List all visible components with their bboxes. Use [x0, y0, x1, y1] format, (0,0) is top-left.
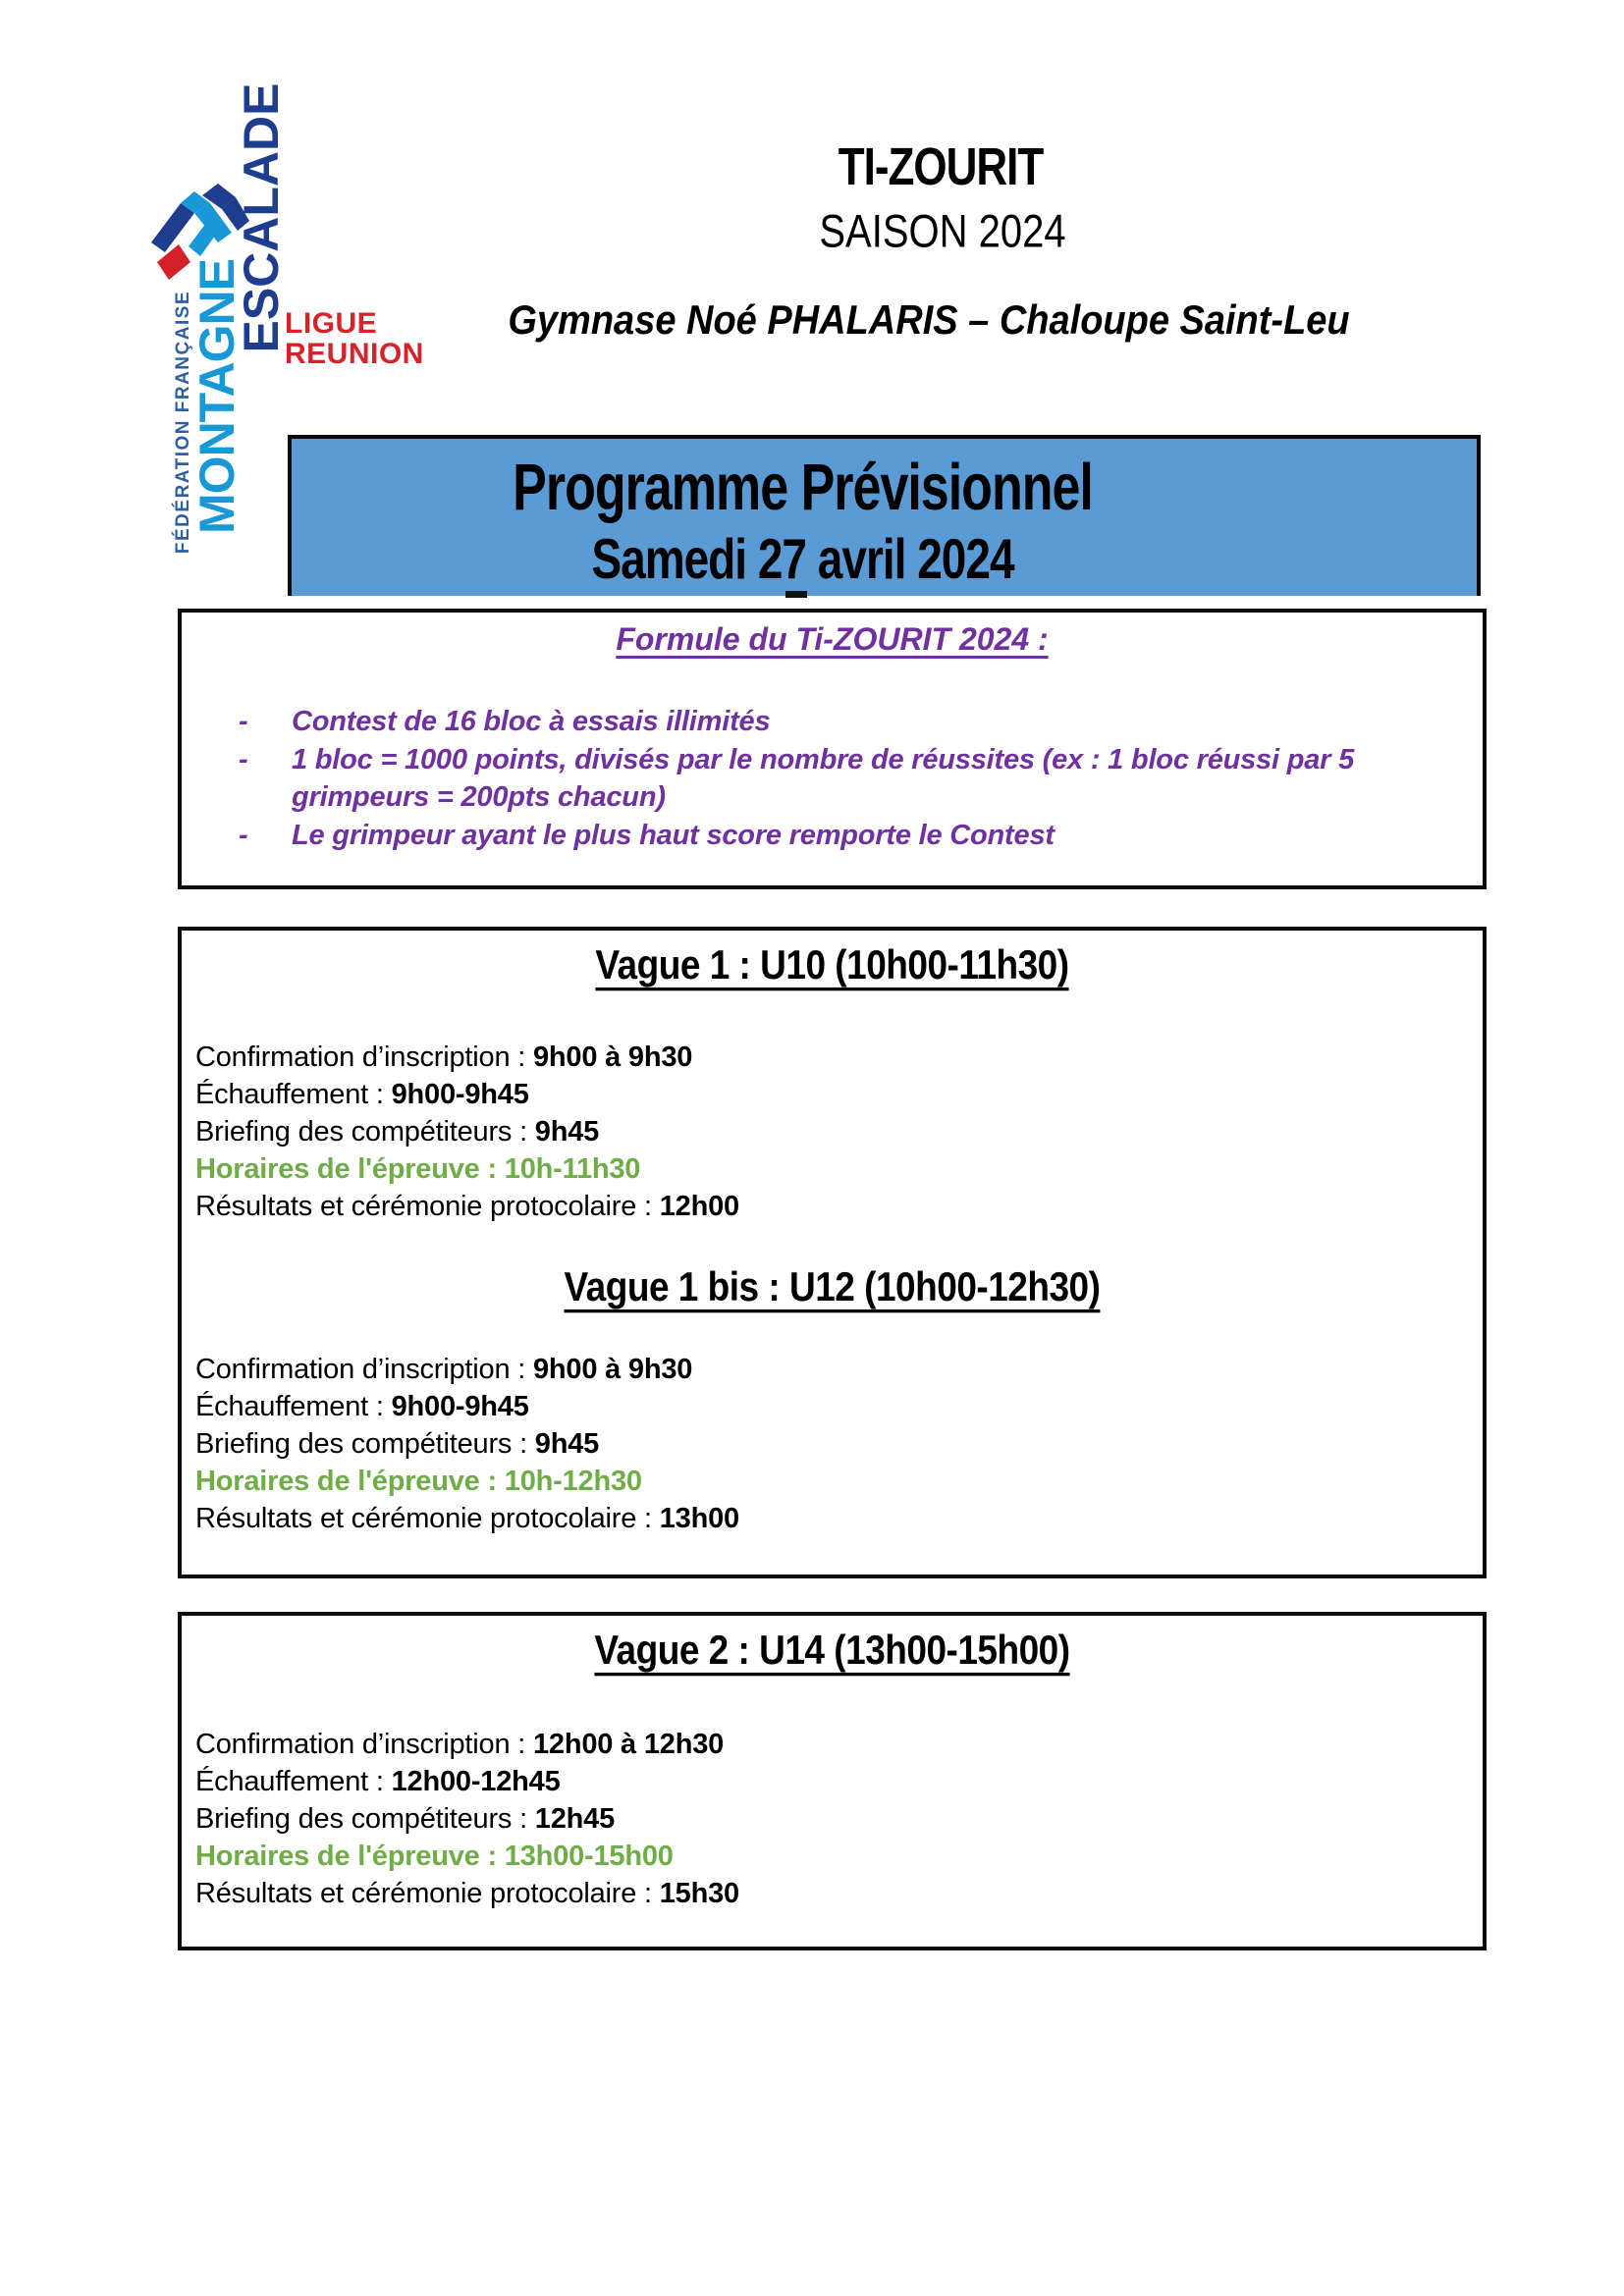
stray-dash-artifact [785, 591, 807, 598]
escalade-vertical-text: ESCALADE [234, 82, 289, 353]
bullet-item [182, 817, 1457, 855]
ligue-line: LIGUE [285, 307, 378, 340]
schedule-label: Briefing des compétiteurs : [195, 1803, 535, 1835]
schedule-value: 9h00-9h45 [391, 1391, 529, 1422]
schedule-label: Horaires de l'épreuve : [195, 1841, 505, 1872]
bullet-dash: - [239, 706, 248, 737]
program-banner-text [292, 451, 1314, 591]
schedule-line [182, 1838, 1473, 1875]
schedule-line [182, 1425, 1473, 1463]
schedule-line [182, 1388, 1473, 1425]
schedule-line [182, 1726, 1473, 1763]
montagne-vertical-text: MONTAGNE [189, 259, 244, 534]
wave-2-schedule [182, 1726, 1473, 1912]
schedule-value: 13h00-15h00 [504, 1841, 674, 1872]
schedule-value: 9h00 à 9h30 [532, 1354, 693, 1385]
schedule-label: Confirmation d’inscription : [195, 1041, 533, 1073]
schedule-label: Confirmation d’inscription : [195, 1729, 533, 1760]
schedule-line [182, 1039, 1473, 1076]
schedule-line [182, 1763, 1473, 1800]
schedule-value: 10h-12h30 [504, 1466, 642, 1497]
schedule-label: Échauffement : [195, 1391, 392, 1422]
bullet-text: Contest de 16 bloc à essais illimités [292, 706, 771, 737]
schedule-value: 9h00-9h45 [391, 1079, 529, 1110]
schedule-label: Briefing des compétiteurs : [195, 1116, 535, 1148]
wave-1-schedule [182, 1039, 1473, 1225]
schedule-line [182, 1188, 1473, 1225]
schedule-line [182, 1875, 1473, 1912]
wave-box-1 [178, 927, 1487, 1578]
schedule-value: 9h45 [534, 1428, 600, 1460]
ligue-reunion-label [285, 308, 424, 369]
schedule-label: Résultats et cérémonie protocolaire : [195, 1191, 660, 1222]
schedule-label: Échauffement : [195, 1766, 392, 1797]
wave-1bis-title: Vague 1 bis : U12 (10h00-12h30) [564, 1264, 1101, 1309]
schedule-value: 9h00 à 9h30 [532, 1041, 693, 1073]
schedule-value: 9h45 [534, 1116, 600, 1148]
formule-title: Formule du Ti-ZOURIT 2024 : [616, 621, 1049, 657]
schedule-label: Briefing des compétiteurs : [195, 1428, 535, 1460]
schedule-line [182, 1113, 1473, 1150]
program-banner-title: Programme Prévisionnel [513, 452, 1093, 525]
bullet-dash: - [239, 743, 248, 775]
program-banner-date: Samedi 27 avril 2024 [591, 526, 1014, 591]
bullet-text: 1 bloc = 1000 points, divisés par le nombre de réussites (ex : 1 bloc réussi par 5 grimpeurs = 200pts chacun) [292, 743, 1355, 813]
bullet-dash: - [239, 819, 248, 851]
schedule-label: Confirmation d’inscription : [195, 1354, 533, 1385]
formule-box [178, 609, 1487, 889]
event-title: TI-ZOURIT [838, 137, 1044, 197]
schedule-label: Résultats et cérémonie protocolaire : [195, 1503, 660, 1534]
venue-line: Gymnase Noé PHALARIS – Chaloupe Saint-Leu [508, 297, 1350, 345]
schedule-label: Horaires de l'épreuve : [195, 1153, 505, 1185]
schedule-value: 12h00 [659, 1191, 739, 1222]
season-subtitle: SAISON 2024 [819, 205, 1066, 257]
schedule-line [182, 1500, 1473, 1537]
schedule-value: 12h00 à 12h30 [532, 1729, 725, 1760]
reunion-line: REUNION [285, 338, 424, 370]
schedule-label: Horaires de l'épreuve : [195, 1466, 505, 1497]
schedule-line [182, 1351, 1473, 1388]
schedule-label: Résultats et cérémonie protocolaire : [195, 1878, 660, 1909]
schedule-line [182, 1463, 1473, 1500]
bullet-text: Le grimpeur ayant le plus haut score remporte le Contest [292, 819, 1055, 851]
schedule-line [182, 1800, 1473, 1838]
wave-2-title: Vague 2 : U14 (13h00-15h00) [594, 1628, 1070, 1673]
schedule-value: 10h-11h30 [504, 1153, 641, 1185]
bullet-item [182, 703, 1457, 741]
wave-1bis-schedule [182, 1351, 1473, 1537]
wave-1-title: Vague 1 : U10 (10h00-11h30) [595, 942, 1069, 988]
program-banner [288, 435, 1481, 596]
wave-box-2 [178, 1612, 1487, 1950]
bullet-item [182, 741, 1457, 817]
schedule-value: 12h45 [534, 1803, 616, 1835]
schedule-value: 15h30 [659, 1878, 739, 1909]
federation-francaise-vertical-text: FÉDÉRATION FRANÇAISE [173, 290, 193, 555]
schedule-value: 13h00 [659, 1503, 739, 1534]
schedule-label: Échauffement : [195, 1079, 392, 1110]
schedule-line [182, 1150, 1473, 1188]
schedule-value: 12h00-12h45 [391, 1766, 561, 1797]
schedule-line [182, 1076, 1473, 1113]
formule-bullet-list [182, 703, 1457, 854]
